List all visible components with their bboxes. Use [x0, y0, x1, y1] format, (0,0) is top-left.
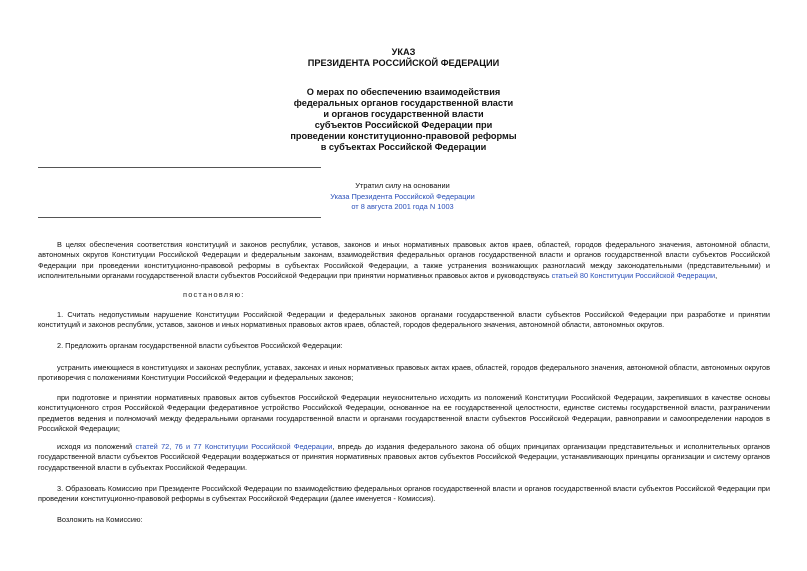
paragraph-2b [38, 393, 770, 435]
postanovlyayu-text: постановляю: [183, 290, 245, 299]
paragraph-4-text: Возложить на Комиссию: [57, 515, 143, 524]
title-line: в субъектах Российской Федерации [320, 142, 487, 152]
articles-72-76-77-link[interactable]: статей 72, 76 и 77 Конституции Российской Федерации [135, 442, 333, 451]
paragraph-1-text: 1. Считать недопустимым нарушение Конституции Российской Федерации и федеральных законов органами государственной власти субъектов Российской Федерации при разработке и принятии конституций и законов республик, уставов, законов и иных нормативных правовых актов краев, областей, городов федерального значения, автономной области, автономных округов. [38, 310, 770, 330]
title-line: О мерах по обеспечению взаимодействия [306, 87, 501, 97]
decree-word: УКАЗ [391, 47, 416, 57]
divider [38, 217, 321, 218]
title-line: субъектов Российской Федерации при [314, 120, 493, 130]
paragraph-2c-end: , впредь до издания федерального закона об общих принципах организации представительных и исполнительных органов государственной власти субъектов Российской Федерации воздержаться от принятия нормативных правовых актов субъектов Российской Федерации, устанавливающих принципы организации и систему органов государственной власти в субъектах Российской Федерации. [38, 442, 771, 472]
lost-force-note [320, 181, 485, 213]
lost-force-text: Утратил силу на основании [355, 181, 450, 190]
paragraph-1 [38, 310, 770, 331]
paragraph-2b-text: при подготовке и принятии нормативных правовых актов субъектов Российской Федерации неукоснительно исходить из положений Конституции Российской Федерации, закрепивших в качестве основы конституционного строя Российской Федерации федеративное устройство Российской Федерации, основанное на ее государственной целостности, единстве системы государственной власти, разграничении предметов ведения и полномочий между федеральными органами государственной власти и органами государственной власти субъектов Российской Федерации, равноправии и самоопределении народов в Российской Федерации; [38, 393, 770, 434]
preamble-paragraph [38, 240, 770, 282]
preamble-text: В целях обеспечения соответствия конституций и законов республик, уставов, законов и иных нормативных правовых актов краев, областей, городов федерального значения, автономной области, автономных округов Конституции Российской Федерации и федеральным законам, взаимодействия федеральных органов государственной власти и органов государственной власти субъектов Российской Федерации при проведении конституционно-правовой реформы в субъектах Российской Федерации, а также устранения возникающих разногласий между законодательными (представительными) и исполнительными органами государственной власти субъектов Российской Федерации при принятии нормативных правовых актов и руководствуясь [38, 240, 770, 281]
paragraph-2c [38, 442, 770, 473]
paragraph-2c-start: исходя из положений [57, 442, 133, 451]
paragraph-4 [38, 515, 770, 525]
title-line: федеральных органов государственной власти [293, 98, 514, 108]
paragraph-3-text: 3. Образовать Комиссию при Президенте Российской Федерации по взаимодействию федеральных органов государственной власти и органов государственной власти субъектов Российской Федерации при проведении конституционно-правовой реформы в субъектах Российской Федерации (далее именуется - Комиссия). [38, 484, 770, 504]
divider [38, 167, 321, 168]
lost-force-link[interactable] [320, 192, 485, 213]
lost-force-link-line[interactable]: от 8 августа 2001 года N 1003 [351, 202, 454, 211]
paragraph-3 [38, 484, 770, 505]
decree-issuer: ПРЕЗИДЕНТА РОССИЙСКОЙ ФЕДЕРАЦИИ [307, 58, 500, 68]
article-80-link[interactable]: статьей 80 Конституции Российской Федерации [551, 271, 716, 281]
decree-header [0, 47, 807, 69]
decree-title [0, 87, 807, 153]
title-line: проведении конституционно-правовой реформы [290, 131, 517, 141]
title-line: и органов государственной власти [323, 109, 484, 119]
preamble-end: , [715, 271, 718, 281]
lost-force-link-line[interactable]: Указа Президента Российской Федерации [330, 191, 475, 201]
paragraph-2 [38, 341, 770, 351]
paragraph-2a-text: устранить имеющиеся в конституциях и законах республик, уставах, законах и иных нормативных правовых актах краев, областей, городов федерального значения, автономной области, автономных округов противоречия с положениями Конституции Российской Федерации и федеральных законов; [38, 363, 770, 383]
paragraph-2a [38, 363, 770, 384]
paragraph-2-text: 2. Предложить органам государственной власти субъектов Российской Федерации: [57, 341, 343, 350]
